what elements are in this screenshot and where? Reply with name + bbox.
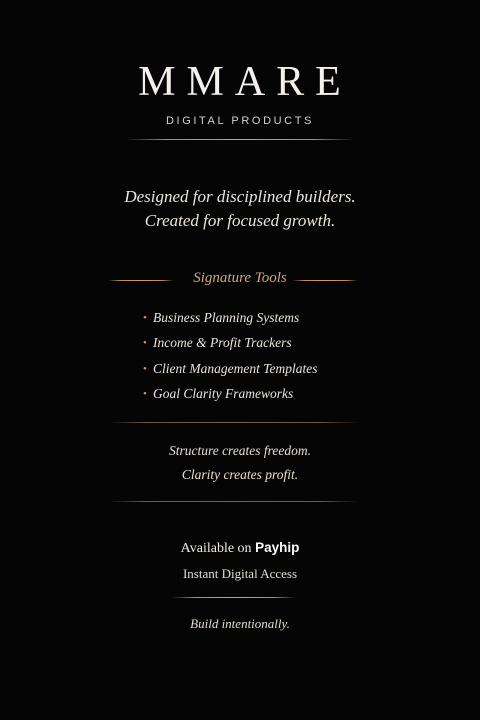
signature-tools-list (143, 305, 318, 407)
brand-subtitle: DIGITAL PRODUCTS (166, 115, 314, 127)
access-note: Instant Digital Access (182, 566, 298, 581)
tagline-line-2: Created for focused growth. (144, 211, 336, 230)
list-item (143, 305, 318, 331)
quote-divider (108, 501, 358, 502)
section-title-rule-right (292, 280, 358, 281)
quote-line-1: Structure creates freedom. (168, 443, 312, 458)
list-item (143, 356, 318, 382)
list-divider (108, 422, 358, 423)
tool-label: Goal Clarity Frameworks (153, 386, 294, 402)
footer-divider (172, 597, 296, 598)
bullet-icon: • (143, 362, 147, 375)
bullet-icon: • (143, 311, 147, 324)
closing-line: Build intentionally. (190, 616, 290, 631)
tool-label: Business Planning Systems (153, 309, 300, 325)
availability-prefix: Available on (180, 541, 252, 556)
tool-label: Income & Profit Trackers (153, 335, 292, 351)
bullet-icon: • (143, 388, 147, 401)
header-divider (125, 139, 355, 140)
tool-label: Client Management Templates (153, 360, 318, 376)
availability-line (0, 540, 480, 557)
platform-name: Payhip (255, 540, 300, 555)
list-item (143, 382, 318, 408)
section-title: Signature Tools (193, 270, 287, 286)
bullet-icon: • (143, 337, 147, 350)
brand-name: MMARE (138, 59, 352, 105)
list-item (143, 331, 318, 357)
tagline-line-1: Designed for disciplined builders. (124, 187, 356, 206)
quote-line-2: Clarity creates profit. (181, 467, 299, 482)
